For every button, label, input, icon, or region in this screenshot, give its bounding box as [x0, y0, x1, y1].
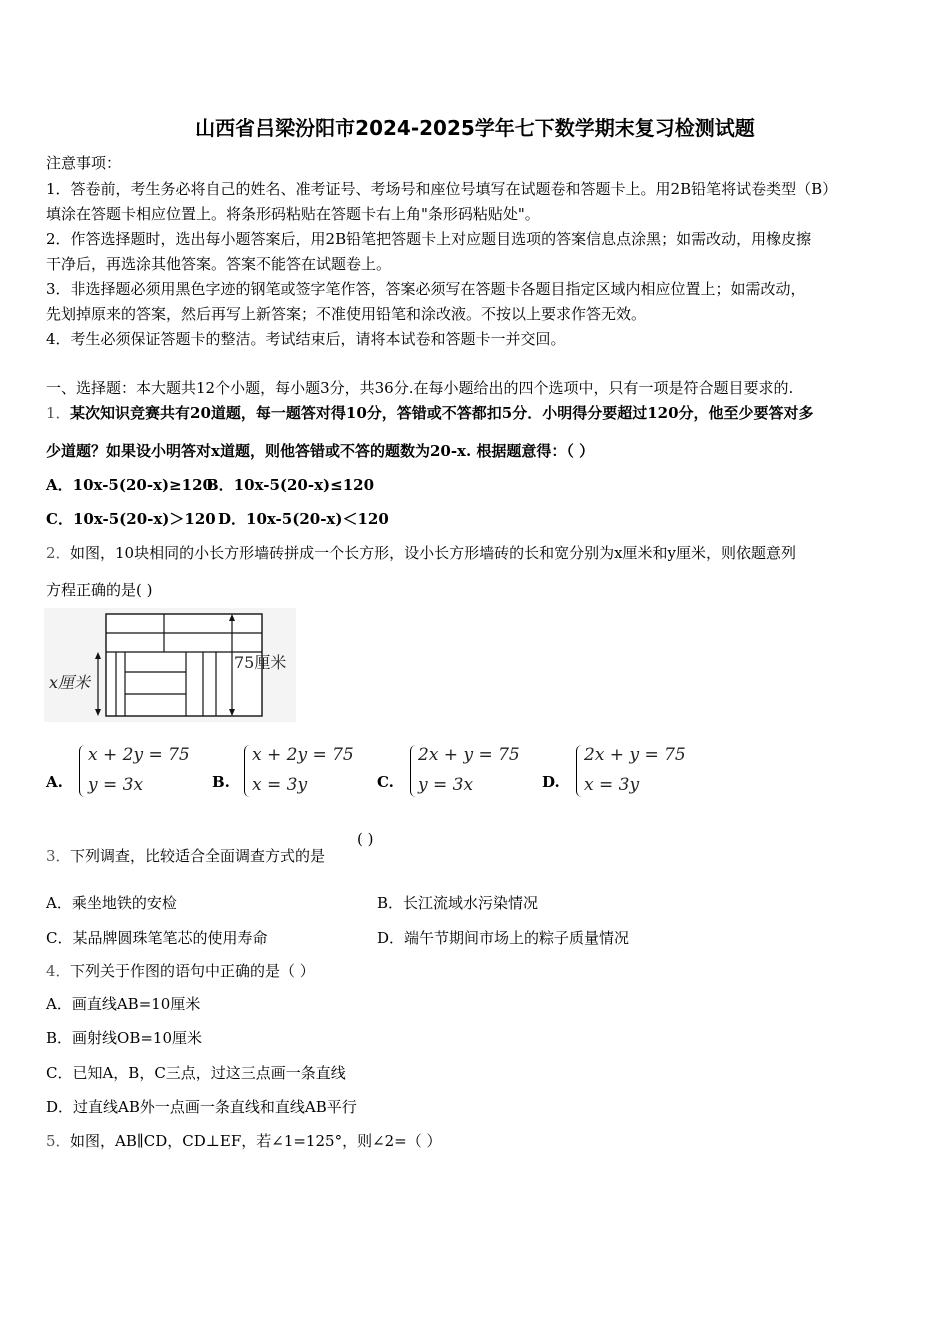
- question-text: 下列关于作图的语句中正确的是（ ）: [70, 962, 315, 980]
- option-c-label: C.: [377, 773, 394, 791]
- question-number: 1．: [46, 404, 71, 422]
- system-brace: [576, 745, 583, 797]
- option-d: D．端午节期间市场上的粽子质量情况: [377, 929, 630, 947]
- system-brace: [410, 745, 417, 797]
- option-b: B．10x-5(20-x)≤120: [206, 476, 375, 494]
- notes-heading: 注意事项：: [46, 154, 122, 172]
- option-b: B．画射线OB=10厘米: [46, 1029, 202, 1047]
- option-a: A．10x-5(20-x)≥120: [46, 476, 213, 494]
- brick-wall-figure: [44, 608, 296, 722]
- note-line: 干净后，再选涂其他答案。答案不能答在试题卷上。: [46, 255, 392, 273]
- question-number: 3．: [46, 847, 71, 865]
- x-length-label: x厘米: [49, 673, 91, 692]
- note-line: 先划掉原来的答案，然后再写上新答案；不准使用铅笔和涂改液。不按以上要求作答无效。: [46, 305, 647, 323]
- question-text: 如图，10块相同的小长方形墙砖拼成一个长方形，设小长方形墙砖的长和宽分别为x厘米和y厘米，则依题意列: [70, 544, 797, 562]
- question-text: 某次知识竞赛共有20道题，每一题答对得10分，答错或不答都扣5分．小明得分要超过120分，他至少要答对多: [70, 404, 814, 422]
- option-b-eq2: x = 3y: [252, 775, 308, 795]
- option-d-label: D.: [542, 773, 560, 791]
- system-brace: [244, 745, 251, 797]
- note-line: 填涂在答题卡相应位置上。将条形码粘贴在答题卡右上角"条形码粘贴处"。: [46, 205, 540, 223]
- note-line: 2．作答选择题时，选出每小题答案后，用2B铅笔把答题卡上对应题目选项的答案信息点涂黑；如需改动，用橡皮擦: [46, 230, 812, 248]
- option-b-label: B.: [212, 773, 230, 791]
- question-number: 5．: [46, 1132, 71, 1150]
- question-text: 方程正确的是( ): [46, 581, 153, 599]
- option-a-label: A.: [46, 773, 63, 791]
- option-d-eq1: 2x + y = 75: [584, 745, 686, 765]
- note-line: 4．考生必须保证答题卡的整洁。考试结束后，请将本试卷和答题卡一并交回。: [46, 330, 566, 348]
- option-d-eq2: x = 3y: [584, 775, 640, 795]
- section-heading: 一、选择题：本大题共12个小题，每小题3分，共36分.在每小题给出的四个选项中，只有一项是符合题目要求的.: [46, 379, 794, 397]
- option-d: D．过直线AB外一点画一条直线和直线AB平行: [46, 1098, 357, 1116]
- page-title: 山西省吕梁汾阳市2024-2025学年七下数学期末复习检测试题: [195, 116, 755, 140]
- answer-paren: ( ): [357, 830, 374, 848]
- option-d: D．10x-5(20-x)＜120: [218, 510, 389, 528]
- option-a-eq1: x + 2y = 75: [88, 745, 190, 765]
- height-75-label: 75厘米: [234, 653, 287, 672]
- option-a-eq2: y = 3x: [88, 775, 144, 795]
- note-line: 3．非选择题必须用黑色字迹的钢笔或签字笔作答，答案必须写在答题卡各题目指定区域内相应位置上；如需改动，: [46, 280, 806, 298]
- option-a: A．乘坐地铁的安检: [46, 894, 177, 912]
- option-b: B．长江流域水污染情况: [377, 894, 539, 912]
- option-c: C．10x-5(20-x)＞120: [46, 510, 216, 528]
- option-a: A．画直线AB=10厘米: [46, 995, 201, 1013]
- question-text: 如图，AB∥CD，CD⊥EF，若∠1=125°，则∠2=（ ）: [70, 1132, 442, 1150]
- question-text: 下列调查，比较适合全面调查方式的是: [70, 847, 326, 865]
- question-text: 少道题？如果设小明答对x道题，则他答错或不答的题数为20-x. 根据题意得：（ ）: [46, 442, 595, 460]
- system-brace: [79, 745, 86, 797]
- question-number: 2．: [46, 544, 71, 562]
- option-c: C．某品牌圆珠笔笔芯的使用寿命: [46, 929, 268, 947]
- option-c: C．已知A，B，C三点，过这三点画一条直线: [46, 1064, 346, 1082]
- option-b-eq1: x + 2y = 75: [252, 745, 354, 765]
- question-number: 4．: [46, 962, 71, 980]
- note-line: 1．答卷前，考生务必将自己的姓名、准考证号、考场号和座位号填写在试题卷和答题卡上。用2B铅笔将试卷类型（B）: [46, 180, 838, 198]
- option-c-eq2: y = 3x: [418, 775, 474, 795]
- option-c-eq1: 2x + y = 75: [418, 745, 520, 765]
